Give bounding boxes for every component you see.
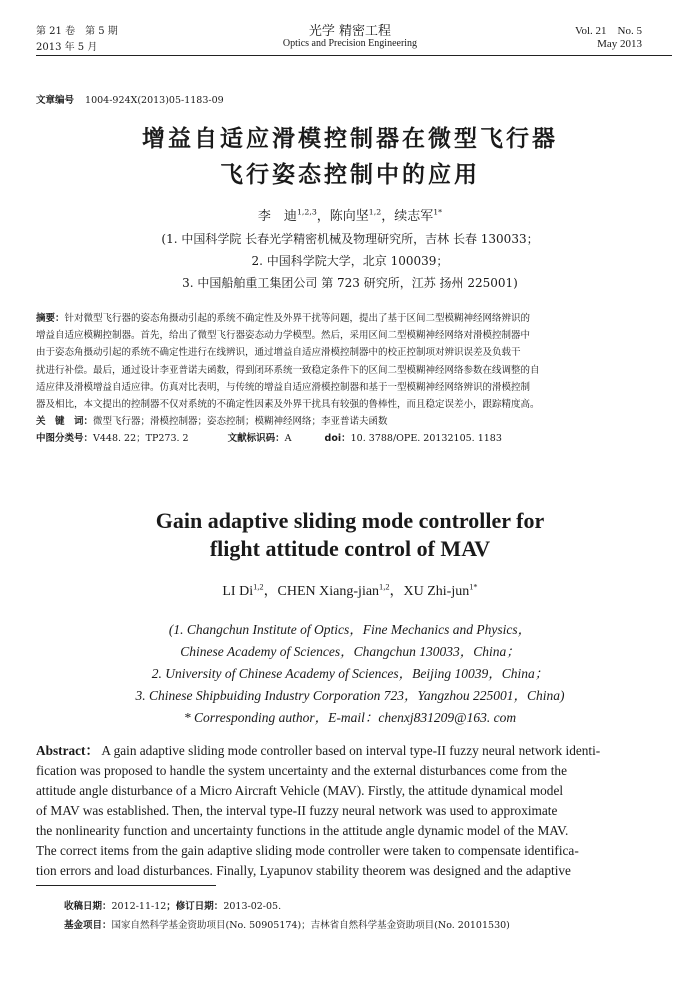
footnote-dates [64, 898, 281, 912]
title-cn-line1: 增益自适应滑模控制器在微型飞行器 [142, 126, 558, 152]
abstract-cn [36, 310, 672, 448]
header-volume-cn: 第 21 卷 第 5 期 [36, 26, 118, 37]
header-date-cn: 2013 年 5 月 [36, 42, 98, 53]
header-volume-en: Vol. 21 No. 5 [574, 25, 642, 37]
affiliation-cn-3: 3. 中国船舶重工集团公司 第 723 研究所，江苏 扬州 225001) [182, 276, 518, 290]
revised-label: ；修订日期： [166, 901, 224, 912]
abstract-en-line: attitude angle disturbance of a Micro Aircraft Vehicle (MAV). Firstly, the attitude dynamical model [36, 783, 564, 798]
author-cn-1-aff: 1,2,3 [296, 207, 317, 217]
affiliation-en-2: Chinese Academy of Sciences，Changchun 130033，China； [180, 644, 520, 659]
abstract-cn-label: 摘要： [36, 313, 65, 324]
abstract-cn-line: 适应律及滑模增益自适应律。仿真对比表明，与传统的增益自适应滑模控制器和基于一型模糊神经网络辨识的滑模控制 [36, 381, 531, 393]
clc-value: V448. 22；TP273. 2 [93, 433, 189, 445]
revised-date: 2013-02-05. [223, 901, 282, 912]
title-cn-line2: 飞行姿态控制中的应用 [220, 162, 480, 188]
abstract-en-line: Abstract： A gain adaptive sliding mode controller based on interval type-II fuzzy neural network identi- [36, 743, 601, 758]
doc-code-value: A [284, 433, 292, 445]
abstract-en-line: The correct items from the gain adaptive sliding mode controller were taken to compensate identifica- [36, 843, 579, 858]
authors-en [0, 580, 700, 600]
article-id [36, 92, 224, 106]
funding-label: 基金项目： [64, 920, 112, 931]
clc-label: 中图分类号： [36, 433, 94, 445]
footnote-funding [64, 917, 510, 931]
keywords-cn-value: 微型飞行器；滑模控制器；姿态控制；模糊神经网络；李亚普诺夫函数 [93, 416, 388, 428]
author-en-1-aff: 1,2 [253, 582, 264, 592]
abstract-cn-line: 摘要：针对微型飞行器的姿态角摄动引起的系统不确定性及外界干扰等问题，提出了基于区间二型模糊神经网络辨识的 [36, 313, 531, 324]
funding-value: 国家自然科学基金资助项目(No. 50905174)；吉林省自然科学基金资助项目(No. 20101530) [111, 920, 510, 931]
header-date-en: May 2013 [597, 38, 642, 50]
author-cn-3-aff: 1* [433, 207, 443, 217]
author-cn-2-aff: 1,2 [368, 207, 382, 217]
title-en-line2: flight attitude control of MAV [209, 536, 491, 561]
affiliation-en-3: 2. University of Chinese Academy of Sciences，Beijing 10039，China； [151, 666, 549, 681]
journal-name-en: Optics and Precision Engineering [282, 38, 418, 49]
journal-name-cn: 光学 精密工程 [308, 24, 392, 39]
author-cn-1: 李 迪 [257, 209, 297, 224]
affiliation-cn-1: (1. 中国科学院 长春光学精密机械及物理研究所，吉林 长春 130033； [161, 232, 539, 246]
footnote-rule [36, 885, 216, 886]
abstract-cn-line: 由于姿态角摄动引起的系统不确定性进行在线辨识，通过增益自适应滑模控制器中的校正控制项对辨识误差及负载干 [36, 347, 521, 359]
authors-cn [0, 205, 700, 224]
article-id-label: 文章编号 [36, 95, 75, 106]
abstract-en-line: tion errors and load disturbances. Finally, Lyapunov stability theorem was designed and the adaptive [36, 863, 571, 878]
author-en-1: LI Di [222, 584, 254, 599]
author-cn-2: ，陈向坚 [316, 209, 369, 224]
affiliation-en-4: 3. Chinese Shipbuiding Industry Corporation 723，Yangzhou 225001，China) [135, 688, 565, 703]
affiliation-cn-2: 2. 中国科学院大学，北京 100039； [251, 254, 449, 268]
author-cn-3: ，续志军 [381, 209, 434, 224]
author-en-2-aff: 1,2 [379, 582, 390, 592]
keywords-cn [36, 413, 672, 430]
received-date: 2012-11-12 [111, 901, 167, 912]
classification [36, 430, 672, 447]
doi-value: 10. 3788/OPE. 20132105. 1183 [350, 433, 502, 445]
affiliation-en-1: (1. Changchun Institute of Optics，Fine Mechanics and Physics， [168, 622, 532, 637]
doc-code-label: 文献标识码： [227, 433, 285, 445]
keywords-cn-label: 关 键 词： [36, 416, 94, 428]
author-en-2: ，CHEN Xiang-jian [263, 584, 380, 599]
abstract-en-line: of MAV was established. Then, the interval type-II fuzzy neural network was used to approximate [36, 803, 558, 818]
abstract-en-line: fication was proposed to handle the system uncertainty and the external disturbances come from the [36, 763, 567, 778]
author-en-3: ，XU Zhi-jun [389, 584, 470, 599]
abstract-cn-line: 增益自适应模糊控制器。首先，给出了微型飞行器姿态动力学模型。然后，采用区间二型模糊神经网络对滑模控制器中 [36, 330, 531, 342]
received-label: 收稿日期： [64, 901, 112, 912]
abstract-cn-line: 器及相比，本文提出的控制器不仅对系统的不确定性因素及外界干扰具有较强的鲁棒性，而且稳定误差小，跟踪精度高。 [36, 399, 540, 411]
title-en-line1: Gain adaptive sliding mode controller for [155, 508, 545, 533]
doi-label: doi： [324, 433, 351, 445]
header-rule [36, 55, 672, 56]
abstract-en-label: Abstract： [36, 743, 99, 758]
corresponding-author: * Corresponding author，E-mail：chenxj831209@163. com [183, 710, 517, 725]
article-id-value: 1004-924X(2013)05-1183-09 [85, 95, 224, 106]
abstract-en-line: the nonlinearity function and uncertainty functions in the attitude angle dynamic model of the MAV. [36, 823, 569, 838]
abstract-cn-line: 扰进行补偿。最后，通过设计李亚普诺夫函数，得到闭环系统一致稳定条件下的区间二型模糊神经网络参数在线调整的自 [36, 364, 540, 376]
author-en-3-aff: 1* [469, 582, 478, 592]
abstract-en [36, 741, 672, 881]
